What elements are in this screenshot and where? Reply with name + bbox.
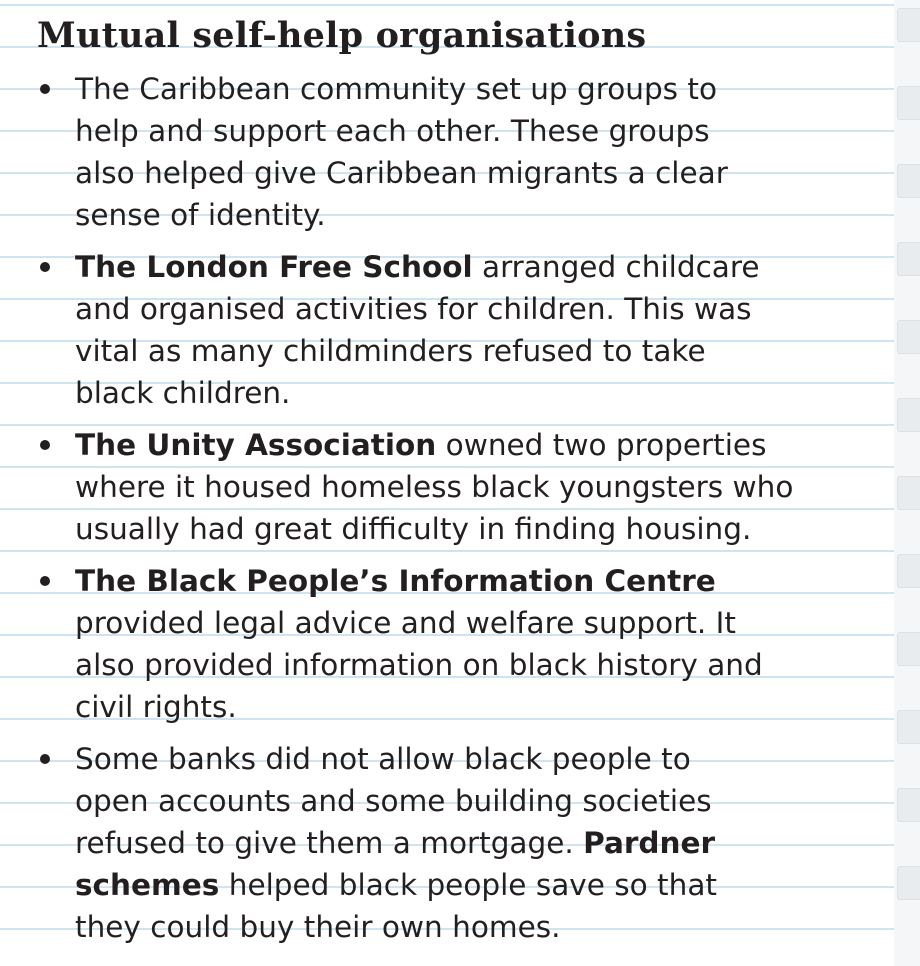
margin-tab	[897, 398, 920, 432]
text-line	[75, 508, 880, 550]
line-text: Some banks did not allow black people to	[75, 742, 691, 776]
text-line	[75, 288, 880, 330]
bullet-dot-icon	[40, 262, 50, 272]
text-line	[75, 738, 880, 780]
line-text: help and support each other. These groups	[75, 114, 710, 148]
line-text: civil rights.	[75, 690, 237, 724]
line-text: and organised activities for children. This was	[75, 292, 752, 326]
bullet-item	[0, 246, 880, 414]
line-text: also helped give Caribbean migrants a clear	[75, 156, 728, 190]
line-text: vital as many childminders refused to take	[75, 334, 706, 368]
text-line	[75, 152, 880, 194]
text-line	[75, 864, 880, 906]
bullet-dot-icon	[40, 84, 50, 94]
text-line	[75, 372, 880, 414]
bullet-dot-icon	[40, 576, 50, 586]
margin-tab	[897, 164, 920, 198]
text-line	[75, 424, 880, 466]
text-line	[75, 780, 880, 822]
bullet-list	[0, 68, 880, 958]
text-line	[75, 602, 880, 644]
margin-tab	[897, 554, 920, 588]
term-name: Pardner	[583, 826, 716, 860]
text-line	[75, 68, 880, 110]
text-line	[75, 686, 880, 728]
text-line	[75, 110, 880, 152]
text-line	[75, 822, 880, 864]
line-text: open accounts and some building societies	[75, 784, 712, 818]
line-text: black children.	[75, 376, 291, 410]
margin-tab	[897, 476, 920, 510]
line-text: refused to give them a mortgage.	[75, 826, 584, 860]
line-text: sense of identity.	[75, 198, 326, 232]
line-text: owned two properties	[436, 428, 767, 462]
bullet-item	[0, 68, 880, 236]
margin-tab	[897, 86, 920, 120]
bullet-dot-icon	[40, 440, 50, 450]
text-line	[75, 644, 880, 686]
bullet-dot-icon	[40, 754, 50, 764]
text-line	[75, 194, 880, 236]
line-text: also provided information on black history and	[75, 648, 763, 682]
margin-strip	[894, 0, 920, 966]
margin-tab	[897, 866, 920, 900]
line-text: usually had great difficulty in finding housing.	[75, 512, 752, 546]
margin-tab	[897, 710, 920, 744]
line-text: The Caribbean community set up groups to	[75, 72, 718, 106]
text-line	[75, 330, 880, 372]
bullet-item	[0, 738, 880, 948]
organisation-name: The London Free School	[75, 250, 473, 284]
margin-tab	[897, 788, 920, 822]
line-text: where it housed homeless black youngsters who	[75, 470, 794, 504]
section-heading: Mutual self-help organisations	[37, 15, 647, 56]
text-line	[75, 246, 880, 288]
line-text: provided legal advice and welfare support. It	[75, 606, 736, 640]
margin-tab	[897, 242, 920, 276]
margin-tab	[897, 8, 920, 42]
text-line	[75, 466, 880, 508]
line-text: they could buy their own homes.	[75, 910, 561, 944]
bullet-item	[0, 560, 880, 728]
term-name: schemes	[75, 868, 220, 902]
organisation-name: The Black People’s Information Centre	[75, 564, 716, 598]
organisation-name: The Unity Association	[75, 428, 437, 462]
text-line	[75, 560, 880, 602]
margin-tab	[897, 320, 920, 354]
line-text: arranged childcare	[472, 250, 760, 284]
bullet-item	[0, 424, 880, 550]
margin-tab	[897, 632, 920, 666]
line-text: helped black people save so that	[219, 868, 717, 902]
text-line	[75, 906, 880, 948]
